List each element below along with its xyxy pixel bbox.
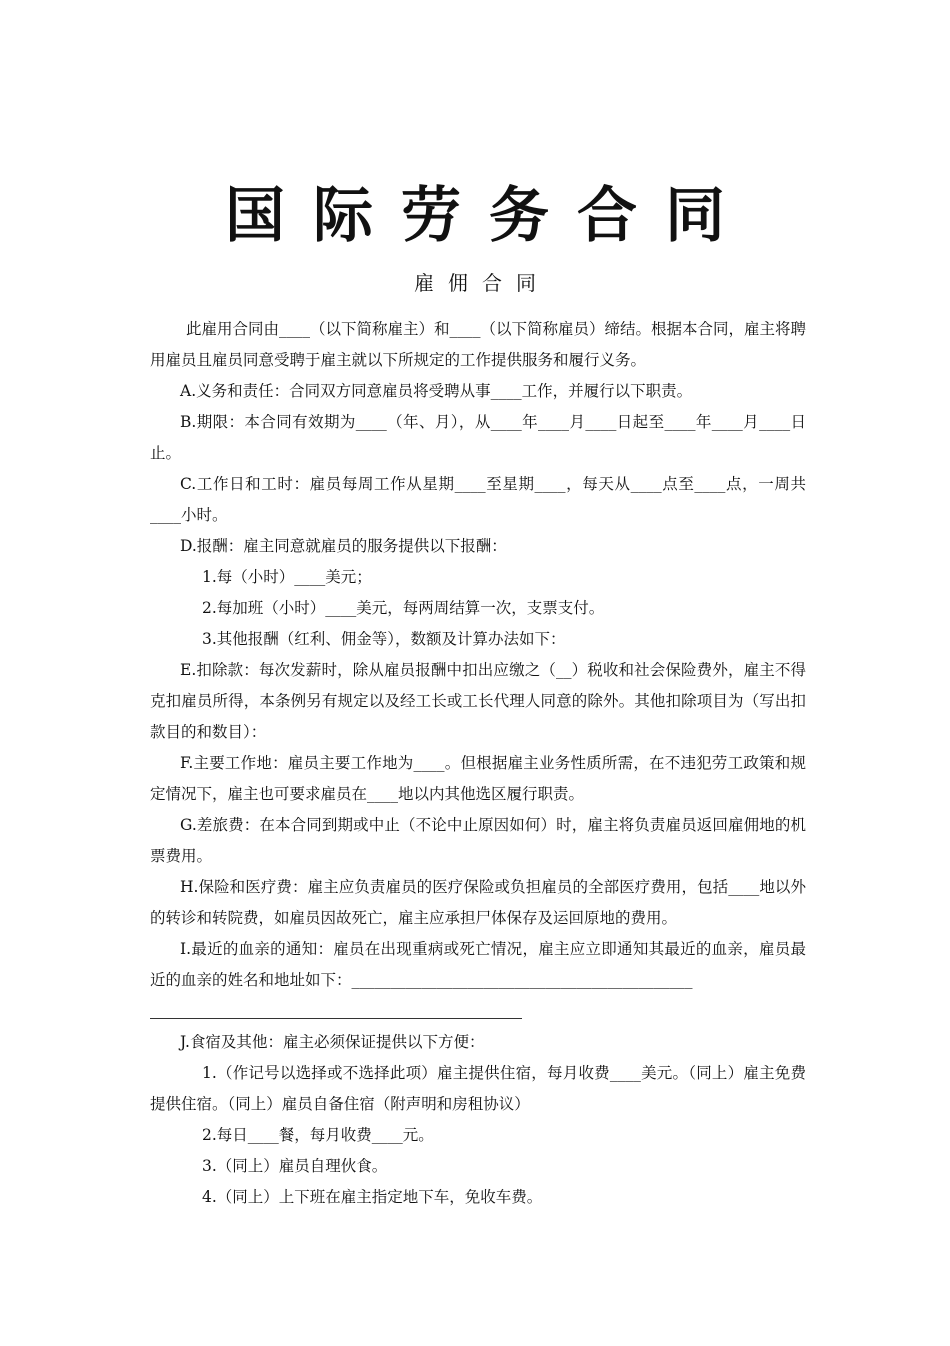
clause-g: G.差旅费：在本合同到期或中止（不论中止原因如何）时，雇主将负责雇员返回雇佣地的机票费用。 [150, 816, 806, 865]
clause-j-item-2: 2.每日____餐，每月收费____元。 [202, 1126, 434, 1144]
clause-b: B.期限：本合同有效期为____（年、月），从____年____月____日起至____年____月____日止。 [150, 413, 806, 462]
document-body [150, 314, 806, 1213]
clause-j-item-1: 1.（作记号以选择或不选择此项）雇主提供住宿，每月收费____美元。（同上）雇主免费提供住宿。（同上）雇员自备住宿（附声明和房租协议） [150, 1064, 806, 1113]
clause-e: E.扣除款：每次发薪时，除从雇员报酬中扣出应缴之（__）税收和社会保险费外，雇主不得克扣雇员所得，本条例另有规定以及经工长或工长代理人同意的除外。其他扣除项目为（写出扣款目的和数目）： [150, 661, 806, 741]
clause-d-item-3: 3.其他报酬（红利、佣金等），数额及计算办法如下： [202, 630, 566, 648]
clause-j: J.食宿及其他：雇主必须保证提供以下方便： [180, 1033, 485, 1051]
clause-a: A.义务和责任：合同双方同意雇员将受聘从事____工作，并履行以下职责。 [180, 382, 693, 400]
clause-f: F.主要工作地：雇员主要工作地为____。但根据雇主业务性质所需，在不违犯劳工政策和规定情况下，雇主也可要求雇员在____地以内其他选区履行职责。 [150, 754, 806, 803]
clause-h: H.保险和医疗费：雇主应负责雇员的医疗保险或负担雇员的全部医疗费用，包括____地以外的转诊和转院费，如雇员因故死亡，雇主应承担尸体保存及运回原地的费用。 [150, 878, 806, 927]
document-title: 国际劳务合同 [225, 181, 753, 251]
clause-d-item-2: 2.每加班（小时）____美元，每两周结算一次，支票支付。 [202, 599, 605, 617]
document-subtitle: 雇佣合同 [414, 271, 550, 295]
clause-j-item-4: 4.（同上）上下班在雇主指定地下车，免收车费。 [202, 1188, 543, 1206]
blank-line-divider [150, 1018, 522, 1019]
clause-j-item-3: 3.（同上）雇员自理伙食。 [202, 1157, 388, 1175]
clause-c: C.工作日和工时：雇员每周工作从星期____至星期____，每天从____点至____点，一周共____小时。 [150, 475, 806, 524]
intro-paragraph: 此雇用合同由____（以下简称雇主）和____（以下简称雇员）缔结。根据本合同，雇主将聘用雇员且雇员同意受聘于雇主就以下所规定的工作提供服务和履行义务。 [150, 320, 807, 369]
clause-d-item-1: 1.每（小时）____美元； [202, 568, 372, 586]
clause-d: D.报酬：雇主同意就雇员的服务提供以下报酬： [180, 537, 507, 555]
clause-i: I.最近的血亲的通知：雇员在出现重病或死亡情况，雇主应立即通知其最近的血亲，雇员最近的血亲的姓名和地址如下：____________________________________________ [150, 940, 806, 989]
